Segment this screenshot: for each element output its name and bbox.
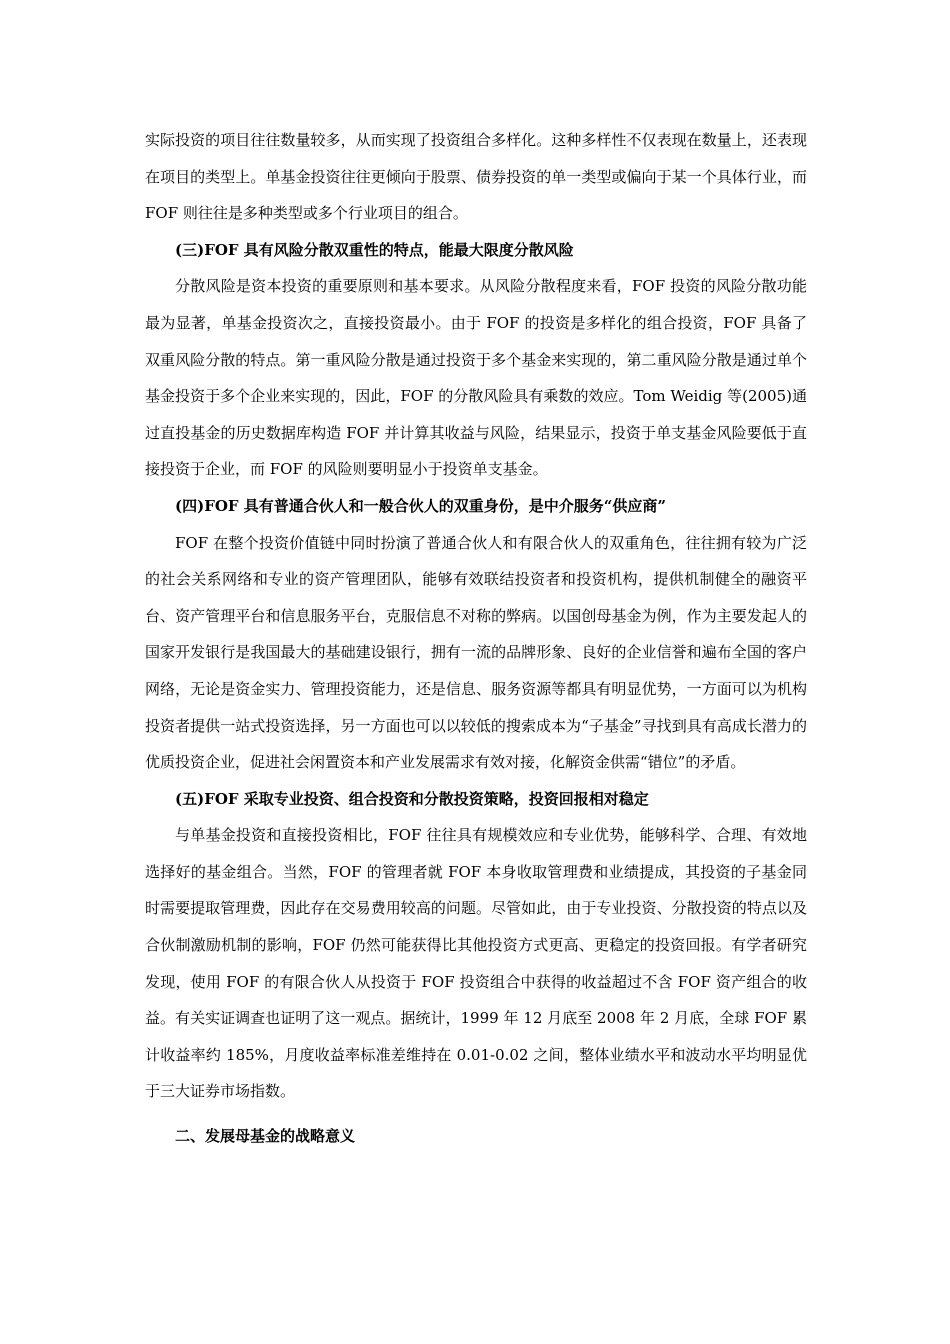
heading-section-4: (四)FOF 具有普通合伙人和一般合伙人的双重身份，是中介服务“供应商”	[175, 496, 667, 515]
document-body	[145, 122, 807, 1155]
paragraph-diversification: 实际投资的项目往往数量较多，从而实现了投资组合多样化。这种多样性不仅表现在数量上，还表现在项目的类型上。单基金投资往往更倾向于股票、债券投资的单一类型或偏向于某一个具体行业，而 FOF 则往往是多种类型或多个行业项目的组合。	[145, 131, 807, 223]
paragraph-investment-strategy: 与单基金投资和直接投资相比，FOF 往往具有规模效应和专业优势，能够科学、合理、有效地选择好的基金组合。当然，FOF 的管理者就 FOF 本身收取管理费和业绩提成，其投资的子基金同时需要提取管理费，因此存在交易费用较高的问题。尽管如此，由于专业投资、分散投资的特点以及合伙制激励机制的影响，FOF 仍然可能获得比其他投资方式更高、更稳定的投资回报。有学者研究发现，使用 FOF 的有限合伙人从投资于 FOF 投资组合中获得的收益超过不含 FOF 资产组合的收益。有关实证调查也证明了这一观点。据统计，1999 年 12 月底至 2008 年 2 月底，全球 FOF 累计收益率约 185%，月度收益率标准差维持在 0.01-0.02 之间，整体业绩水平和波动水平均明显优于三大证券市场指数。	[145, 826, 807, 1101]
heading-section-5: (五)FOF 采取专业投资、组合投资和分散投资策略，投资回报相对稳定	[175, 789, 649, 808]
heading-strategic-significance: 二、发展母基金的战略意义	[175, 1127, 356, 1146]
paragraph-dual-identity: FOF 在整个投资价值链中同时扮演了普通合伙人和有限合伙人的双重角色，往往拥有较为广泛的社会关系网络和专业的资产管理团队，能够有效联结投资者和投资机构，提供机制健全的融资平台、资产管理平台和信息服务平台，克服信息不对称的弊病。以国创母基金为例，作为主要发起人的国家开发银行是我国最大的基础建设银行，拥有一流的品牌形象、良好的企业信誉和遍布全国的客户网络，无论是资金实力、管理投资能力，还是信息、服务资源等都具有明显优势，一方面可以为机构投资者提供一站式投资选择，另一方面也可以以较低的搜索成本为“子基金”寻找到具有高成长潜力的优质投资企业，促进社会闲置资本和产业发展需求有效对接，化解资金供需“错位”的矛盾。	[145, 533, 807, 772]
heading-section-3: (三)FOF 具有风险分散双重性的特点，能最大限度分散风险	[175, 240, 574, 259]
paragraph-risk-dispersion: 分散风险是资本投资的重要原则和基本要求。从风险分散程度来看，FOF 投资的风险分散功能最为显著，单基金投资次之，直接投资最小。由于 FOF 的投资是多样化的组合投资，FOF 具备了双重风险分散的特点。第一重风险分散是通过投资于多个基金来实现的，第二重风险分散是通过单个基金投资于多个企业来实现的，因此，FOF 的分散风险具有乘数的效应。Tom Weidig 等(2005)通过直投基金的历史数据库构造 FOF 并计算其收益与风险，结果显示，投资于单支基金风险要低于直接投资于企业，而 FOF 的风险则要明显小于投资单支基金。	[145, 277, 807, 479]
